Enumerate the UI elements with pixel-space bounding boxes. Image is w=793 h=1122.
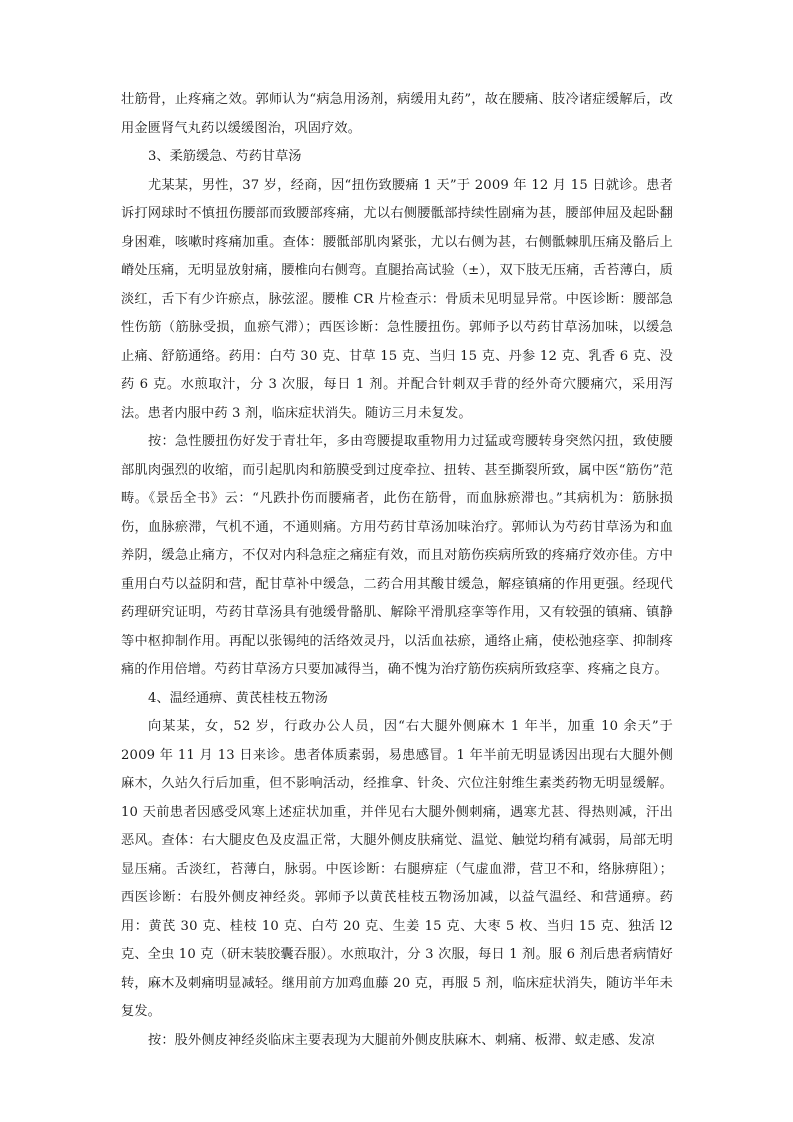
- section-heading-3: 3、柔筋缓急、芍药甘草汤: [148, 149, 302, 164]
- commentary-paragraph-4: 按：股外侧皮神经炎临床主要表现为大腿前外侧皮肤麻木、刺痛、板滞、蚁走感、发凉: [148, 1032, 655, 1048]
- section-heading-4: 4、温经通痹、黄芪桂枝五物汤: [148, 690, 328, 706]
- document-page: [121, 86, 673, 1055]
- case-paragraph-you: 尤某某，男性，37 岁，经商，因“扭伤致腰痛 1 天”于 2009 年 12 月 15 日就诊。患者诉打网球时不慎扭伤腰部而致腰部疼痛，尤以右侧腰骶部持续性剧痛为甚，腰部伸屈及起卧翻身困难，咳嗽时疼痛加重。查体：腰骶部肌肉紧张，尤以右侧为甚，右侧骶棘肌压痛及骼后上嵴处压痛，无明显放射痛，腰椎向右侧弯。直腿抬高试验（±），双下肢无压痛，舌苔薄白，质淡红，舌下有少许瘀点，脉弦涩。腰椎 CR 片检查示：骨质未见明显异常。中医诊断：腰部急性伤筋（筋脉受损，血瘀气滞）；西医诊断：急性腰扭伤。郭师予以芍药甘草汤加味，以缓急止痛、舒筋通络。药用：白芍 30 克、甘草 15 克、当归 15 克、丹参 12 克、乳香 6 克、没药 6 克。水煎取汁，分 3 次服，每日 1 剂。并配合针刺双手背的经外奇穴腰痛穴，采用泻法。患者内服中药 3 剂，临床症状消失。随访三月未复发。: [121, 177, 673, 421]
- commentary-paragraph-3: 按：急性腰扭伤好发于青壮年，多由弯腰提取重物用力过猛或弯腰转身突然闪扭，致使腰部肌肉强烈的收缩，而引起肌肉和筋膜受到过度牵拉、扭转、甚至撕裂所致，属中医“筋伤”范畴。《景岳全书》云：“凡跌扑伤而腰痛者，此伤在筋骨，而血脉瘀滞也。”其病机为：筋脉损伤，血脉瘀滞，气机不通，不通则痛。方用芍药甘草汤加味治疗。郭师认为芍药甘草汤为和血养阴，缓急止痛方，不仅对内科急症之痛症有效，而且对筋伤疾病所致的疼痛疗效亦佳。方中重用白芍以益阴和营，配甘草补中缓急，二药合用其酸甘缓急，解痉镇痛的作用更强。经现代药理研究证明，芍药甘草汤具有弛缓骨骼肌、解除平滑肌痉挛等作用，又有较强的镇痛、镇静等中枢抑制作用。再配以张锡纯的活络效灵丹，以活血祛瘀，通络止痛，使松弛痉挛、抑制疼痛的作用倍增。芍药甘草汤方只要加减得当，确不愧为治疗筋伤疾病所致痉挛、疼痛之良方。: [121, 434, 673, 677]
- case-paragraph-xiang: 向某某，女，52 岁，行政办公人员，因“右大腿外侧麻木 1 年半，加重 10 余天”于 2009 年 11 月 13 日来诊。患者体质素弱，易患感冒。1 年半前无明显诱因出现右大腿外侧麻木，久站久行后加重，但不影响活动，经推拿、针灸、穴位注射维生素类药物无明显缓解。10 天前患者因感受风寒上述症状加重，并伴见右大腿外侧刺痛，遇寒尤甚、得热则减，汗出恶风。查体：右大腿皮色及皮温正常，大腿外侧皮肤痛觉、温觉、触觉均稍有减弱，局部无明显压痛。舌淡红，苔薄白，脉弱。中医诊断：右腿痹症（气虚血滞，营卫不和，络脉痹阻）；西医诊断：右股外侧皮神经炎。郭师予以黄芪桂枝五物汤加减，以益气温经、和营通痹。药用：黄芪 30 克、桂枝 10 克、白芍 20 克、生姜 15 克、大枣 5 枚、当归 15 克、独活 l2 克、全虫 10 克（研末装胶囊吞服）。水煎取汁，分 3 次服，每日 1 剂。服 6 剂后患者病情好转，麻木及刺痛明显减轻。继用前方加鸡血藤 20 克，再服 5 剂，临床症状消失，随访半年未复发。: [121, 719, 673, 1019]
- paragraph-continuation: 壮筋骨，止疼痛之效。郭师认为“病急用汤剂，病缓用丸药”，故在腰痛、肢冷诸症缓解后，改用金匮肾气丸药以缓缓图治，巩固疗效。: [121, 92, 673, 136]
